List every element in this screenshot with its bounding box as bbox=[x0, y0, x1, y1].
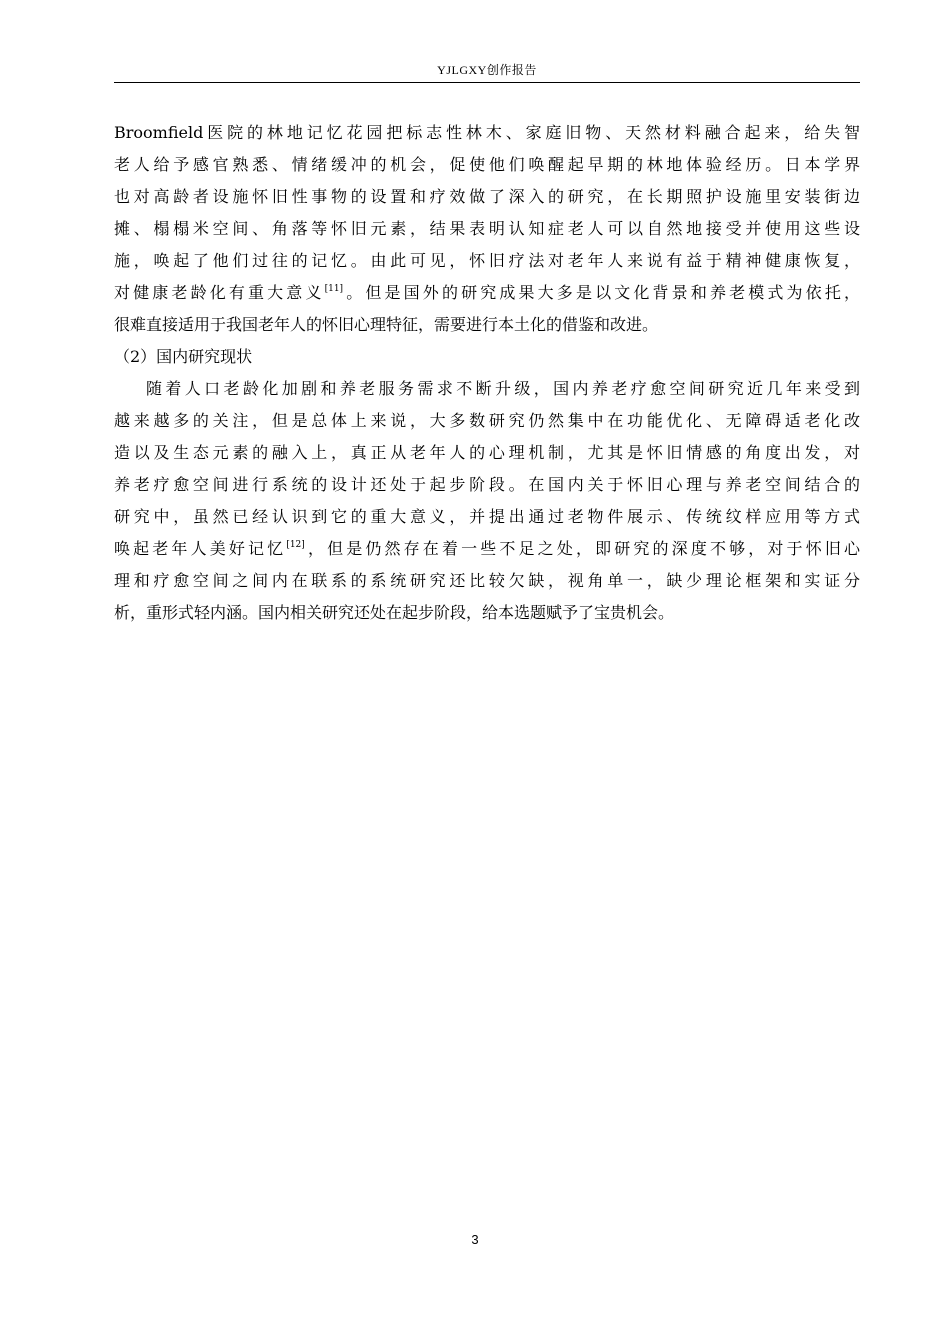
text-segment: 唤起老年人美好记忆 bbox=[114, 539, 287, 558]
text-line: 养老疗愈空间进行系统的设计还处于起步阶段。在国内关于怀旧心理与养老空间结合的 bbox=[114, 475, 860, 494]
text-line: 研究中，虽然已经认识到它的重大意义，并提出通过老物件展示、传统纹样应用等方式 bbox=[114, 507, 860, 526]
text-line: 随着人口老龄化加剧和养老服务需求不断升级，国内养老疗愈空间研究近几年来受到 bbox=[146, 379, 860, 398]
running-header-title: YJLGXY创作报告 bbox=[437, 63, 537, 77]
text-segment: 。但是国外的研究成果大多是以文化背景和养老模式为依托， bbox=[343, 283, 860, 302]
text-line: 理和疗愈空间之间内在联系的系统研究还比较欠缺，视角单一，缺少理论框架和实证分 bbox=[114, 571, 860, 590]
text-line bbox=[114, 277, 860, 309]
text-segment: 对健康老龄化有重大意义 bbox=[114, 283, 325, 302]
text-line: 析，重形式轻内涵。国内相关研究还处在起步阶段，给本选题赋予了宝贵机会。 bbox=[114, 603, 675, 622]
body-text bbox=[114, 117, 860, 629]
running-header bbox=[114, 60, 860, 83]
citation-12: [12] bbox=[286, 540, 305, 550]
text-line: 造以及生态元素的融入上，真正从老年人的心理机制，尤其是怀旧情感的角度出发，对 bbox=[114, 443, 860, 462]
text-line: 老人给予感官熟悉、情绪缓冲的机会，促使他们唤醒起早期的林地体验经历。日本学界 bbox=[114, 155, 860, 174]
text-line: 很难直接适用于我国老年人的怀旧心理特征，需要进行本土化的借鉴和改进。 bbox=[114, 315, 659, 334]
text-line: 施，唤起了他们过往的记忆。由此可见，怀旧疗法对老年人来说有益于精神健康恢复， bbox=[114, 251, 860, 270]
section-heading-domestic-research: （2）国内研究现状 bbox=[114, 347, 253, 366]
paragraph-international-research bbox=[114, 117, 860, 341]
paragraph-domestic-research bbox=[114, 373, 860, 629]
text-line: 也对高龄者设施怀旧性事物的设置和疗效做了深入的研究，在长期照护设施里安装街边 bbox=[114, 187, 860, 206]
text-line: 摊、榻榻米空间、角落等怀旧元素，结果表明认知症老人可以自然地接受并使用这些设 bbox=[114, 219, 860, 238]
page-number: 3 bbox=[471, 1232, 479, 1247]
text-segment: ，但是仍然存在着一些不足之处，即研究的深度不够，对于怀旧心 bbox=[304, 539, 860, 558]
text-line: Broomfield医院的林地记忆花园把标志性林木、家庭旧物、天然材料融合起来，给失智 bbox=[114, 123, 860, 142]
citation-11: [11] bbox=[324, 284, 344, 294]
text-line: 越来越多的关注，但是总体上来说，大多数研究仍然集中在功能优化、无障碍适老化改 bbox=[114, 411, 860, 430]
text-line bbox=[114, 533, 860, 565]
